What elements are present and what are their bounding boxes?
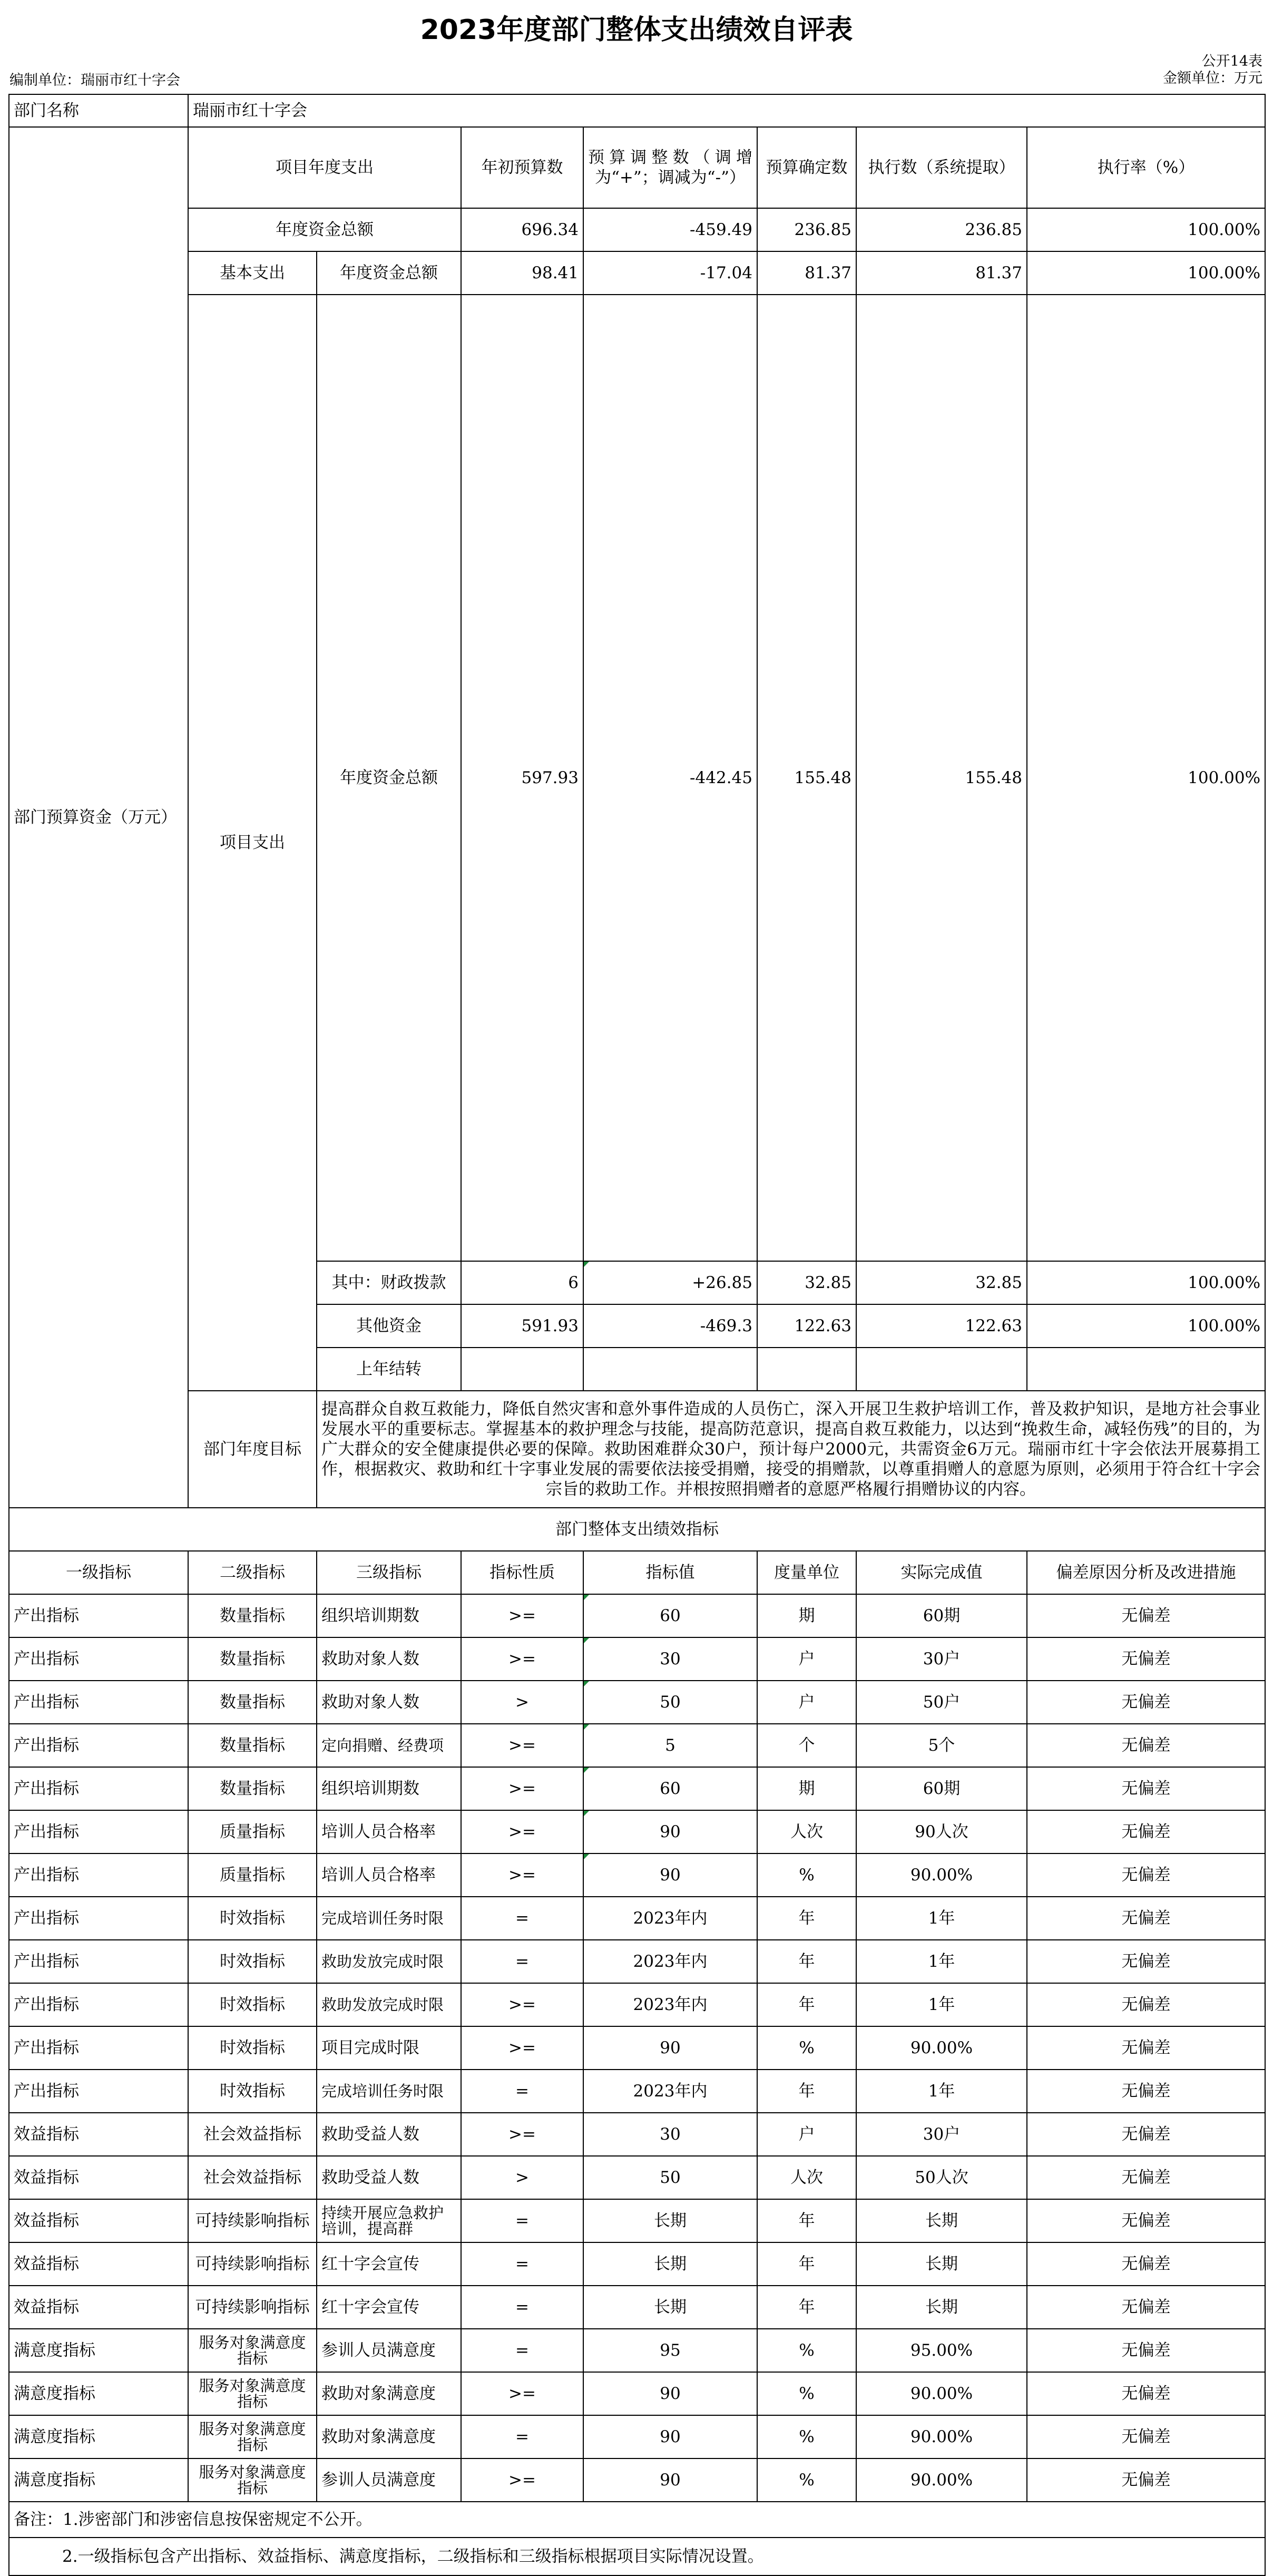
perf-cell-target: 2023年内 — [583, 1983, 757, 2026]
perf-col-target: 指标值 — [583, 1551, 757, 1594]
perf-cell-actual: 1年 — [856, 1940, 1027, 1983]
perf-cell-level3: 红十字会宣传 — [317, 2286, 461, 2329]
fiscal-adjust: +26.85 — [583, 1261, 757, 1304]
perf-cell-unit: 年 — [757, 2070, 856, 2113]
goal-text: 提高群众自救互救能力，降低自然灾害和意外事件造成的人员伤亡，深入开展卫生救护培训工作，普及救护知识，是地方社会事业发展水平的重要标志。掌握基本的救护理念与技能，提高防范意识，提高自救互救能力，以达到“挽救生命，减轻伤残”的目的，为广大群众的安全健康提供必要的保障。救助困难群众30户，预计每户2000元，共需资金6万元。瑞丽市红十字会依法开展募捐工作，根据救灾、救助和红十字事业发展的需要依法接受捐赠，接受的捐赠款，以尊重捐赠人的意愿为原则，必须用于符合红十字会宗旨的救助工作。并根按照捐赠者的意愿严格履行捐赠协议的内容。 — [317, 1391, 1265, 1508]
perf-cell-level3: 组织培训期数 — [317, 1594, 461, 1637]
perf-section-title: 部门整体支出绩效指标 — [9, 1508, 1265, 1551]
perf-cell-level3: 救助对象满意度 — [317, 2415, 461, 2458]
perf-row — [9, 2372, 1265, 2415]
goal-label: 部门年度目标 — [188, 1391, 317, 1508]
perf-row — [9, 1681, 1265, 1724]
perf-cell-actual: 60期 — [856, 1767, 1027, 1810]
perf-col-unit: 度量单位 — [757, 1551, 856, 1594]
perf-cell-level1: 产出指标 — [9, 1853, 188, 1897]
perf-cell-deviation: 无偏差 — [1027, 2156, 1265, 2199]
perf-cell-level2: 服务对象满意度指标 — [188, 2415, 317, 2458]
perf-row — [9, 2026, 1265, 2070]
perf-cell-nature: = — [461, 2415, 583, 2458]
perf-cell-level2: 数量指标 — [188, 1767, 317, 1810]
perf-cell-deviation: 无偏差 — [1027, 1767, 1265, 1810]
perf-cell-target: 90 — [583, 2415, 757, 2458]
perf-cell-level2: 质量指标 — [188, 1810, 317, 1853]
perf-cell-actual: 60期 — [856, 1594, 1027, 1637]
perf-cell-actual: 90.00% — [856, 1853, 1027, 1897]
perf-cell-level1: 产出指标 — [9, 1897, 188, 1940]
perf-row — [9, 2415, 1265, 2458]
evaluation-table — [8, 94, 1266, 2576]
perf-cell-level1: 满意度指标 — [9, 2458, 188, 2502]
perf-cell-level1: 产出指标 — [9, 1810, 188, 1853]
perf-cell-level2: 可持续影响指标 — [188, 2242, 317, 2286]
perf-cell-actual: 95.00% — [856, 2329, 1027, 2372]
perf-cell-nature: > — [461, 2156, 583, 2199]
perf-cell-level1: 满意度指标 — [9, 2329, 188, 2372]
perf-cell-level1: 满意度指标 — [9, 2372, 188, 2415]
perf-cell-target: 60 — [583, 1594, 757, 1637]
perf-cell-level3: 完成培训任务时限 — [317, 1897, 461, 1940]
perf-cell-unit: 年 — [757, 1940, 856, 1983]
perf-row — [9, 1767, 1265, 1810]
basic-group: 基本支出 — [188, 251, 317, 295]
perf-cell-nature: >= — [461, 2026, 583, 2070]
basic-exec: 81.37 — [856, 251, 1027, 295]
other-initial: 591.93 — [461, 1304, 583, 1348]
perf-cell-target: 90 — [583, 2372, 757, 2415]
perf-cell-unit: % — [757, 2415, 856, 2458]
perf-cell-nature: = — [461, 1897, 583, 1940]
perf-cell-level1: 效益指标 — [9, 2242, 188, 2286]
perf-cell-deviation: 无偏差 — [1027, 2458, 1265, 2502]
perf-cell-level1: 产出指标 — [9, 1637, 188, 1681]
perf-cell-level2: 时效指标 — [188, 1983, 317, 2026]
carryover-exec — [856, 1348, 1027, 1391]
perf-cell-level2: 时效指标 — [188, 1897, 317, 1940]
total-label: 年度资金总额 — [188, 208, 461, 251]
perf-cell-level3: 救助受益人数 — [317, 2156, 461, 2199]
perf-cell-unit: % — [757, 1853, 856, 1897]
perf-cell-unit: 户 — [757, 1637, 856, 1681]
perf-cell-target: 长期 — [583, 2199, 757, 2242]
perf-cell-nature: >= — [461, 2113, 583, 2156]
perf-cell-nature: = — [461, 2286, 583, 2329]
perf-cell-level3: 组织培训期数 — [317, 1767, 461, 1810]
perf-cell-level3: 救助对象人数 — [317, 1681, 461, 1724]
perf-cell-level2: 质量指标 — [188, 1853, 317, 1897]
fiscal-final: 32.85 — [757, 1261, 856, 1304]
perf-cell-level2: 时效指标 — [188, 1940, 317, 1983]
perf-cell-level1: 产出指标 — [9, 2070, 188, 2113]
perf-cell-target: 2023年内 — [583, 1940, 757, 1983]
perf-cell-level1: 产出指标 — [9, 1940, 188, 1983]
perf-cell-target: 30 — [583, 1637, 757, 1681]
perf-row — [9, 2070, 1265, 2113]
perf-cell-deviation: 无偏差 — [1027, 2286, 1265, 2329]
basic-rate: 100.00% — [1027, 251, 1265, 295]
budget-section-label: 部门预算资金（万元） — [9, 127, 188, 1508]
project-total-adjust: -442.45 — [583, 295, 757, 1261]
perf-cell-level2: 数量指标 — [188, 1637, 317, 1681]
perf-row — [9, 2458, 1265, 2502]
perf-cell-level3: 救助对象人数 — [317, 1637, 461, 1681]
perf-cell-target: 5 — [583, 1724, 757, 1767]
perf-cell-nature: = — [461, 2070, 583, 2113]
perf-cell-actual: 90.00% — [856, 2026, 1027, 2070]
perf-cell-actual: 90人次 — [856, 1810, 1027, 1853]
perf-cell-unit: 期 — [757, 1594, 856, 1637]
perf-cell-deviation: 无偏差 — [1027, 1897, 1265, 1940]
perf-cell-deviation: 无偏差 — [1027, 1940, 1265, 1983]
perf-cell-level2: 时效指标 — [188, 2026, 317, 2070]
perf-row — [9, 2242, 1265, 2286]
perf-cell-unit: 年 — [757, 1983, 856, 2026]
budget-col-exec: 执行数（系统提取） — [856, 127, 1027, 208]
carryover-adjust — [583, 1348, 757, 1391]
note-1: 备注：1.涉密部门和涉密信息按保密规定不公开。 — [9, 2502, 1265, 2538]
project-total-label: 年度资金总额 — [317, 295, 461, 1261]
perf-cell-target: 2023年内 — [583, 1897, 757, 1940]
perf-cell-level1: 产出指标 — [9, 1724, 188, 1767]
perf-row — [9, 1853, 1265, 1897]
perf-cell-nature: = — [461, 2199, 583, 2242]
project-total-initial: 597.93 — [461, 295, 583, 1261]
perf-cell-level3: 完成培训任务时限 — [317, 2070, 461, 2113]
perf-cell-target: 长期 — [583, 2286, 757, 2329]
perf-col-deviation: 偏差原因分析及改进措施 — [1027, 1551, 1265, 1594]
other-final: 122.63 — [757, 1304, 856, 1348]
perf-cell-actual: 30户 — [856, 1637, 1027, 1681]
perf-row — [9, 1724, 1265, 1767]
perf-cell-nature: = — [461, 2242, 583, 2286]
perf-cell-target: 长期 — [583, 2242, 757, 2286]
perf-cell-actual: 50户 — [856, 1681, 1027, 1724]
project-group: 项目支出 — [188, 295, 317, 1391]
basic-adjust: -17.04 — [583, 251, 757, 295]
carryover-initial — [461, 1348, 583, 1391]
budget-col-final: 预算确定数 — [757, 127, 856, 208]
perf-cell-actual: 5个 — [856, 1724, 1027, 1767]
perf-row — [9, 2286, 1265, 2329]
perf-cell-level2: 服务对象满意度指标 — [188, 2372, 317, 2415]
perf-cell-target: 2023年内 — [583, 2070, 757, 2113]
perf-cell-actual: 50人次 — [856, 2156, 1027, 2199]
perf-cell-nature: >= — [461, 2458, 583, 2502]
dept-name-value: 瑞丽市红十字会 — [188, 94, 1265, 127]
fiscal-rate: 100.00% — [1027, 1261, 1265, 1304]
perf-cell-level2: 数量指标 — [188, 1724, 317, 1767]
perf-cell-level1: 产出指标 — [9, 1681, 188, 1724]
perf-cell-level1: 效益指标 — [9, 2156, 188, 2199]
perf-cell-unit: 年 — [757, 2199, 856, 2242]
perf-cell-level1: 满意度指标 — [9, 2415, 188, 2458]
budget-col-rate: 执行率（%） — [1027, 127, 1265, 208]
perf-cell-nature: = — [461, 2329, 583, 2372]
perf-cell-nature: >= — [461, 1810, 583, 1853]
perf-cell-level3: 救助受益人数 — [317, 2113, 461, 2156]
form-number: 公开14表 — [1201, 53, 1262, 70]
perf-cell-deviation: 无偏差 — [1027, 1681, 1265, 1724]
perf-row — [9, 2199, 1265, 2242]
perf-col-level3: 三级指标 — [317, 1551, 461, 1594]
perf-col-level2: 二级指标 — [188, 1551, 317, 1594]
perf-cell-unit: 户 — [757, 1681, 856, 1724]
perf-cell-level1: 产出指标 — [9, 1983, 188, 2026]
perf-cell-level2: 可持续影响指标 — [188, 2286, 317, 2329]
perf-cell-actual: 1年 — [856, 1897, 1027, 1940]
perf-cell-unit: 个 — [757, 1724, 856, 1767]
perf-row — [9, 1594, 1265, 1637]
perf-row — [9, 1983, 1265, 2026]
perf-cell-deviation: 无偏差 — [1027, 1853, 1265, 1897]
perf-cell-nature: >= — [461, 1637, 583, 1681]
perf-cell-deviation: 无偏差 — [1027, 2113, 1265, 2156]
perf-cell-deviation: 无偏差 — [1027, 1983, 1265, 2026]
perf-cell-nature: >= — [461, 1983, 583, 2026]
perf-cell-unit: % — [757, 2372, 856, 2415]
perf-cell-target: 90 — [583, 2026, 757, 2070]
perf-cell-target: 90 — [583, 2458, 757, 2502]
perf-cell-actual: 90.00% — [856, 2372, 1027, 2415]
perf-cell-actual: 长期 — [856, 2199, 1027, 2242]
perf-cell-unit: % — [757, 2458, 856, 2502]
total-initial: 696.34 — [461, 208, 583, 251]
project-total-final: 155.48 — [757, 295, 856, 1261]
perf-header-row — [9, 1551, 1265, 1594]
perf-cell-level3: 项目完成时限 — [317, 2026, 461, 2070]
perf-col-level1: 一级指标 — [9, 1551, 188, 1594]
dept-name-label: 部门名称 — [9, 94, 188, 127]
perf-cell-level1: 效益指标 — [9, 2113, 188, 2156]
perf-cell-level1: 效益指标 — [9, 2286, 188, 2329]
perf-cell-deviation: 无偏差 — [1027, 1724, 1265, 1767]
total-final: 236.85 — [757, 208, 856, 251]
total-exec: 236.85 — [856, 208, 1027, 251]
perf-row — [9, 2156, 1265, 2199]
perf-cell-level2: 服务对象满意度指标 — [188, 2329, 317, 2372]
perf-cell-deviation: 无偏差 — [1027, 2242, 1265, 2286]
perf-cell-target: 30 — [583, 2113, 757, 2156]
perf-cell-level2: 服务对象满意度指标 — [188, 2458, 317, 2502]
perf-cell-level3: 定向捐赠、经费项 — [317, 1724, 461, 1767]
perf-cell-deviation: 无偏差 — [1027, 2199, 1265, 2242]
note-2: 2.一级指标包含产出指标、效益指标、满意度指标，二级指标和三级指标根据项目实际情况设置。 — [9, 2538, 1265, 2575]
fiscal-label: 其中：财政拨款 — [317, 1261, 461, 1304]
perf-cell-actual: 30户 — [856, 2113, 1027, 2156]
budget-col-item: 项目年度支出 — [188, 127, 461, 208]
fiscal-initial: 6 — [461, 1261, 583, 1304]
perf-cell-deviation: 无偏差 — [1027, 1594, 1265, 1637]
perf-cell-level2: 时效指标 — [188, 2070, 317, 2113]
perf-cell-nature: >= — [461, 2372, 583, 2415]
perf-row — [9, 1940, 1265, 1983]
perf-cell-nature: >= — [461, 1853, 583, 1897]
budget-col-adjust: 预算调整数（调增为“+”；调减为“-”） — [583, 127, 757, 208]
carryover-label: 上年结转 — [317, 1348, 461, 1391]
total-rate: 100.00% — [1027, 208, 1265, 251]
perf-cell-deviation: 无偏差 — [1027, 2026, 1265, 2070]
perf-cell-unit: 人次 — [757, 1810, 856, 1853]
fiscal-exec: 32.85 — [856, 1261, 1027, 1304]
other-rate: 100.00% — [1027, 1304, 1265, 1348]
perf-row — [9, 1637, 1265, 1681]
basic-label: 年度资金总额 — [317, 251, 461, 295]
page-title: 2023年度部门整体支出绩效自评表 — [420, 14, 853, 46]
perf-cell-level1: 产出指标 — [9, 1594, 188, 1637]
perf-cell-target: 90 — [583, 1810, 757, 1853]
perf-cell-deviation: 无偏差 — [1027, 2415, 1265, 2458]
perf-cell-deviation: 无偏差 — [1027, 2070, 1265, 2113]
other-exec: 122.63 — [856, 1304, 1027, 1348]
perf-cell-target: 50 — [583, 2156, 757, 2199]
amount-unit: 金额单位：万元 — [1163, 70, 1262, 86]
perf-cell-nature: = — [461, 1940, 583, 1983]
total-adjust: -459.49 — [583, 208, 757, 251]
perf-cell-level2: 数量指标 — [188, 1681, 317, 1724]
perf-cell-target: 90 — [583, 1853, 757, 1897]
perf-cell-actual: 1年 — [856, 1983, 1027, 2026]
perf-cell-level3: 救助发放完成时限 — [317, 1983, 461, 2026]
perf-cell-level1: 产出指标 — [9, 1767, 188, 1810]
other-adjust: -469.3 — [583, 1304, 757, 1348]
perf-cell-nature: > — [461, 1681, 583, 1724]
project-total-exec: 155.48 — [856, 295, 1027, 1261]
perf-cell-nature: >= — [461, 1724, 583, 1767]
perf-cell-target: 95 — [583, 2329, 757, 2372]
perf-cell-actual: 长期 — [856, 2242, 1027, 2286]
perf-cell-actual: 90.00% — [856, 2458, 1027, 2502]
perf-cell-actual: 长期 — [856, 2286, 1027, 2329]
perf-cell-unit: 年 — [757, 1897, 856, 1940]
perf-cell-level3: 培训人员合格率 — [317, 1810, 461, 1853]
perf-cell-deviation: 无偏差 — [1027, 2372, 1265, 2415]
perf-cell-level2: 数量指标 — [188, 1594, 317, 1637]
perf-cell-nature: >= — [461, 1594, 583, 1637]
carryover-rate — [1027, 1348, 1265, 1391]
perf-cell-unit: 人次 — [757, 2156, 856, 2199]
compiling-unit: 编制单位：瑞丽市红十字会 — [9, 72, 180, 89]
perf-cell-unit: 户 — [757, 2113, 856, 2156]
basic-final: 81.37 — [757, 251, 856, 295]
perf-row — [9, 2329, 1265, 2372]
basic-initial: 98.41 — [461, 251, 583, 295]
project-total-rate: 100.00% — [1027, 295, 1265, 1261]
perf-cell-actual: 1年 — [856, 2070, 1027, 2113]
perf-cell-level2: 社会效益指标 — [188, 2113, 317, 2156]
perf-cell-level1: 产出指标 — [9, 2026, 188, 2070]
perf-row — [9, 2113, 1265, 2156]
perf-cell-level3: 培训人员合格率 — [317, 1853, 461, 1897]
carryover-final — [757, 1348, 856, 1391]
other-label: 其他资金 — [317, 1304, 461, 1348]
perf-cell-unit: 年 — [757, 2242, 856, 2286]
perf-col-nature: 指标性质 — [461, 1551, 583, 1594]
perf-row — [9, 1810, 1265, 1853]
perf-col-actual: 实际完成值 — [856, 1551, 1027, 1594]
perf-cell-unit: 期 — [757, 1767, 856, 1810]
perf-cell-level2: 可持续影响指标 — [188, 2199, 317, 2242]
budget-col-initial: 年初预算数 — [461, 127, 583, 208]
perf-cell-nature: >= — [461, 1767, 583, 1810]
perf-cell-target: 50 — [583, 1681, 757, 1724]
perf-cell-level2: 社会效益指标 — [188, 2156, 317, 2199]
perf-cell-unit: 年 — [757, 2286, 856, 2329]
perf-cell-level3: 参训人员满意度 — [317, 2329, 461, 2372]
perf-cell-unit: % — [757, 2026, 856, 2070]
perf-cell-deviation: 无偏差 — [1027, 2329, 1265, 2372]
perf-cell-level1: 效益指标 — [9, 2199, 188, 2242]
perf-cell-level3: 参训人员满意度 — [317, 2458, 461, 2502]
perf-cell-target: 60 — [583, 1767, 757, 1810]
perf-cell-level3: 救助发放完成时限 — [317, 1940, 461, 1983]
perf-cell-deviation: 无偏差 — [1027, 1637, 1265, 1681]
perf-cell-deviation: 无偏差 — [1027, 1810, 1265, 1853]
perf-cell-unit: % — [757, 2329, 856, 2372]
perf-cell-level3: 红十字会宣传 — [317, 2242, 461, 2286]
perf-row — [9, 1897, 1265, 1940]
perf-cell-level3: 持续开展应急救护培训，提高群 — [317, 2199, 461, 2242]
perf-cell-actual: 90.00% — [856, 2415, 1027, 2458]
perf-cell-level3: 救助对象满意度 — [317, 2372, 461, 2415]
